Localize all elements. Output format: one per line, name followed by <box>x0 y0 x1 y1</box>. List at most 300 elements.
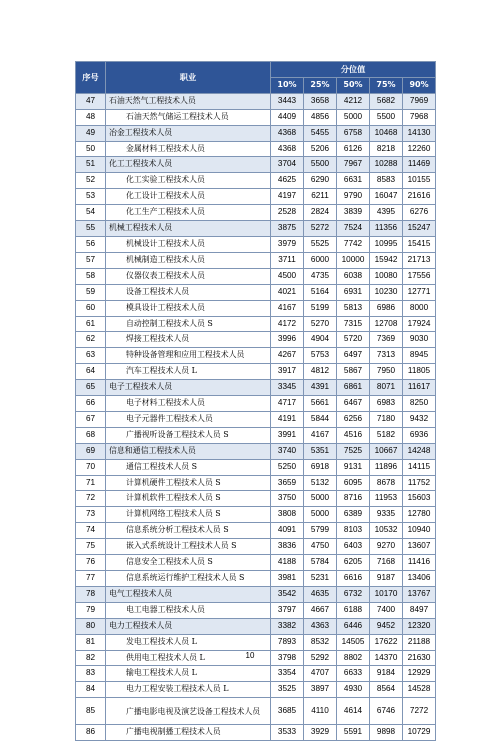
table-row <box>76 364 436 380</box>
header-job: 职业 <box>106 62 271 94</box>
row-value-p10: 3443 <box>271 93 304 109</box>
row-value-p25: 4635 <box>304 586 337 602</box>
row-occupation: 化工设计工程技术人员 <box>106 189 271 205</box>
row-value-p50: 5591 <box>337 725 370 741</box>
table-row <box>76 475 436 491</box>
row-value-p10: 4021 <box>271 284 304 300</box>
row-value-p75: 14370 <box>370 650 403 666</box>
row-value-p10: 4167 <box>271 300 304 316</box>
table-row <box>76 491 436 507</box>
row-value-p50: 5813 <box>337 300 370 316</box>
table-row <box>76 634 436 650</box>
row-value-p10: 4188 <box>271 555 304 571</box>
row-occupation: 自动控制工程技术人员 S <box>106 316 271 332</box>
row-value-p50: 6616 <box>337 571 370 587</box>
row-value-p10: 3808 <box>271 507 304 523</box>
row-occupation: 嵌入式系统设计工程技术人员 S <box>106 539 271 555</box>
row-value-p90: 11416 <box>403 555 436 571</box>
table-row <box>76 332 436 348</box>
row-value-p50: 6497 <box>337 348 370 364</box>
row-value-p75: 5682 <box>370 93 403 109</box>
row-value-p10: 4091 <box>271 523 304 539</box>
row-value-p75: 8564 <box>370 682 403 698</box>
row-value-p25: 5272 <box>304 221 337 237</box>
row-seq: 78 <box>76 586 106 602</box>
row-value-p50: 6633 <box>337 666 370 682</box>
table-row <box>76 300 436 316</box>
table-row <box>76 555 436 571</box>
row-value-p50: 9131 <box>337 459 370 475</box>
row-value-p75: 9898 <box>370 725 403 741</box>
row-occupation: 化工生产工程技术人员 <box>106 205 271 221</box>
page-number: 10 <box>245 651 255 660</box>
row-value-p90: 11469 <box>403 157 436 173</box>
row-value-p90: 21630 <box>403 650 436 666</box>
table-row <box>76 411 436 427</box>
row-value-p50: 6467 <box>337 396 370 412</box>
row-value-p25: 5132 <box>304 475 337 491</box>
row-value-p50: 6038 <box>337 268 370 284</box>
header-p10: 10% <box>271 77 304 93</box>
table-row <box>76 284 436 300</box>
row-value-p75: 11356 <box>370 221 403 237</box>
row-value-p10: 4625 <box>271 173 304 189</box>
row-seq: 53 <box>76 189 106 205</box>
row-seq: 56 <box>76 236 106 252</box>
row-occupation: 计算机网络工程技术人员 S <box>106 507 271 523</box>
row-occupation: 电力工程技术人员 <box>106 618 271 634</box>
row-value-p25: 6918 <box>304 459 337 475</box>
row-seq: 61 <box>76 316 106 332</box>
table-row <box>76 571 436 587</box>
row-value-p25: 4167 <box>304 427 337 443</box>
row-value-p90: 14248 <box>403 443 436 459</box>
row-value-p10: 3798 <box>271 650 304 666</box>
row-seq: 72 <box>76 491 106 507</box>
row-occupation: 计算机软件工程技术人员 S <box>106 491 271 507</box>
table-row <box>76 93 436 109</box>
row-value-p50: 3839 <box>337 205 370 221</box>
row-value-p75: 7313 <box>370 348 403 364</box>
table-row <box>76 682 436 698</box>
row-value-p25: 4735 <box>304 268 337 284</box>
row-occupation: 发电工程技术人员 L <box>106 634 271 650</box>
row-seq: 75 <box>76 539 106 555</box>
row-value-p10: 3685 <box>271 698 304 725</box>
row-seq: 57 <box>76 252 106 268</box>
table-row <box>76 586 436 602</box>
row-value-p25: 4363 <box>304 618 337 634</box>
table-row <box>76 523 436 539</box>
row-occupation: 仪器仪表工程技术人员 <box>106 268 271 284</box>
row-value-p90: 17556 <box>403 268 436 284</box>
row-occupation: 信息系统运行维护工程技术人员 S <box>106 571 271 587</box>
row-value-p10: 3542 <box>271 586 304 602</box>
row-value-p90: 10940 <box>403 523 436 539</box>
row-value-p90: 7968 <box>403 109 436 125</box>
row-occupation: 机械工程技术人员 <box>106 221 271 237</box>
row-value-p25: 6290 <box>304 173 337 189</box>
row-seq: 59 <box>76 284 106 300</box>
row-value-p50: 4516 <box>337 427 370 443</box>
row-value-p25: 5351 <box>304 443 337 459</box>
row-value-p90: 12260 <box>403 141 436 157</box>
row-seq: 76 <box>76 555 106 571</box>
row-value-p50: 5867 <box>337 364 370 380</box>
row-value-p10: 3345 <box>271 380 304 396</box>
row-value-p90: 15415 <box>403 236 436 252</box>
table-row <box>76 157 436 173</box>
row-occupation: 电子元器件工程技术人员 <box>106 411 271 427</box>
row-value-p10: 3917 <box>271 364 304 380</box>
table-row <box>76 125 436 141</box>
row-value-p10: 4172 <box>271 316 304 332</box>
table-body <box>76 93 436 740</box>
row-occupation: 电力工程安装工程技术人员 L <box>106 682 271 698</box>
row-seq: 62 <box>76 332 106 348</box>
row-value-p75: 5500 <box>370 109 403 125</box>
row-value-p90: 7272 <box>403 698 436 725</box>
row-value-p10: 3875 <box>271 221 304 237</box>
row-value-p25: 5164 <box>304 284 337 300</box>
header-seq: 序号 <box>76 62 106 94</box>
table-row <box>76 252 436 268</box>
row-value-p90: 17924 <box>403 316 436 332</box>
row-value-p25: 4707 <box>304 666 337 682</box>
row-value-p75: 9187 <box>370 571 403 587</box>
row-value-p10: 3979 <box>271 236 304 252</box>
table-header <box>76 62 436 94</box>
row-seq: 54 <box>76 205 106 221</box>
row-value-p10: 3525 <box>271 682 304 698</box>
row-value-p10: 3354 <box>271 666 304 682</box>
table-row <box>76 316 436 332</box>
row-value-p75: 6986 <box>370 300 403 316</box>
row-value-p75: 10468 <box>370 125 403 141</box>
row-value-p50: 6126 <box>337 141 370 157</box>
row-occupation: 汽车工程技术人员 L <box>106 364 271 380</box>
row-seq: 74 <box>76 523 106 539</box>
row-occupation: 金属材料工程技术人员 <box>106 141 271 157</box>
row-value-p10: 3991 <box>271 427 304 443</box>
row-value-p50: 6446 <box>337 618 370 634</box>
row-occupation: 广播视听设备工程技术人员 S <box>106 427 271 443</box>
row-value-p50: 6256 <box>337 411 370 427</box>
row-value-p10: 4500 <box>271 268 304 284</box>
row-value-p10: 4368 <box>271 125 304 141</box>
row-value-p50: 5000 <box>337 109 370 125</box>
row-occupation: 电子工程技术人员 <box>106 380 271 396</box>
row-seq: 51 <box>76 157 106 173</box>
table-row <box>76 173 436 189</box>
row-value-p90: 14528 <box>403 682 436 698</box>
row-seq: 69 <box>76 443 106 459</box>
table-row <box>76 221 436 237</box>
row-value-p75: 17622 <box>370 634 403 650</box>
row-value-p50: 6758 <box>337 125 370 141</box>
row-value-p50: 7525 <box>337 443 370 459</box>
row-seq: 77 <box>76 571 106 587</box>
row-value-p75: 8218 <box>370 141 403 157</box>
row-occupation: 化工工程技术人员 <box>106 157 271 173</box>
row-occupation: 电工电器工程技术人员 <box>106 602 271 618</box>
row-value-p50: 6403 <box>337 539 370 555</box>
row-value-p75: 10995 <box>370 236 403 252</box>
row-value-p50: 6188 <box>337 602 370 618</box>
row-value-p50: 8716 <box>337 491 370 507</box>
row-value-p75: 7950 <box>370 364 403 380</box>
row-value-p25: 4110 <box>304 698 337 725</box>
row-value-p25: 6211 <box>304 189 337 205</box>
row-seq: 64 <box>76 364 106 380</box>
row-occupation: 电气工程技术人员 <box>106 586 271 602</box>
table-row <box>76 380 436 396</box>
row-value-p90: 9432 <box>403 411 436 427</box>
row-seq: 85 <box>76 698 106 725</box>
row-occupation: 机械设计工程技术人员 <box>106 236 271 252</box>
row-value-p50: 10000 <box>337 252 370 268</box>
header-p75: 75% <box>370 77 403 93</box>
row-value-p90: 14115 <box>403 459 436 475</box>
row-value-p75: 8583 <box>370 173 403 189</box>
row-seq: 86 <box>76 725 106 741</box>
row-value-p90: 11805 <box>403 364 436 380</box>
row-occupation: 输电工程技术人员 L <box>106 666 271 682</box>
table-row <box>76 443 436 459</box>
row-occupation: 特种设备管理和应用工程技术人员 <box>106 348 271 364</box>
row-seq: 52 <box>76 173 106 189</box>
row-value-p75: 11896 <box>370 459 403 475</box>
row-value-p50: 6095 <box>337 475 370 491</box>
row-seq: 50 <box>76 141 106 157</box>
row-value-p90: 12929 <box>403 666 436 682</box>
row-value-p90: 15603 <box>403 491 436 507</box>
row-seq: 58 <box>76 268 106 284</box>
row-value-p10: 2528 <box>271 205 304 221</box>
header-percentile-group: 分位值 <box>271 62 436 78</box>
row-value-p25: 5206 <box>304 141 337 157</box>
row-value-p50: 7524 <box>337 221 370 237</box>
row-seq: 60 <box>76 300 106 316</box>
row-value-p50: 7742 <box>337 236 370 252</box>
row-value-p25: 5455 <box>304 125 337 141</box>
row-value-p90: 9030 <box>403 332 436 348</box>
row-seq: 79 <box>76 602 106 618</box>
row-value-p90: 13767 <box>403 586 436 602</box>
row-value-p25: 5270 <box>304 316 337 332</box>
row-value-p75: 15942 <box>370 252 403 268</box>
row-seq: 71 <box>76 475 106 491</box>
row-value-p25: 5844 <box>304 411 337 427</box>
row-value-p75: 9184 <box>370 666 403 682</box>
row-value-p10: 5250 <box>271 459 304 475</box>
table-row <box>76 539 436 555</box>
row-value-p75: 5182 <box>370 427 403 443</box>
row-value-p90: 12320 <box>403 618 436 634</box>
table-row <box>76 348 436 364</box>
row-value-p50: 9790 <box>337 189 370 205</box>
row-occupation: 机械制造工程技术人员 <box>106 252 271 268</box>
row-seq: 55 <box>76 221 106 237</box>
row-value-p25: 3897 <box>304 682 337 698</box>
row-value-p25: 4904 <box>304 332 337 348</box>
row-value-p10: 3533 <box>271 725 304 741</box>
row-value-p10: 3740 <box>271 443 304 459</box>
row-value-p90: 14130 <box>403 125 436 141</box>
row-value-p50: 6931 <box>337 284 370 300</box>
row-value-p25: 5661 <box>304 396 337 412</box>
table-row <box>76 618 436 634</box>
row-value-p25: 4391 <box>304 380 337 396</box>
row-value-p90: 13406 <box>403 571 436 587</box>
row-occupation: 设备工程技术人员 <box>106 284 271 300</box>
table-row <box>76 189 436 205</box>
row-value-p75: 10230 <box>370 284 403 300</box>
row-occupation: 冶金工程技术人员 <box>106 125 271 141</box>
row-value-p50: 6631 <box>337 173 370 189</box>
row-value-p25: 5799 <box>304 523 337 539</box>
row-value-p75: 10667 <box>370 443 403 459</box>
row-value-p75: 10080 <box>370 268 403 284</box>
row-value-p90: 11617 <box>403 380 436 396</box>
row-value-p25: 6000 <box>304 252 337 268</box>
row-value-p75: 8678 <box>370 475 403 491</box>
row-value-p75: 8071 <box>370 380 403 396</box>
row-value-p50: 8103 <box>337 523 370 539</box>
row-value-p10: 3996 <box>271 332 304 348</box>
row-value-p10: 3750 <box>271 491 304 507</box>
row-seq: 66 <box>76 396 106 412</box>
table-row <box>76 205 436 221</box>
row-value-p10: 4197 <box>271 189 304 205</box>
row-occupation: 信息安全工程技术人员 S <box>106 555 271 571</box>
row-value-p10: 3382 <box>271 618 304 634</box>
table-row <box>76 109 436 125</box>
header-p50: 50% <box>337 77 370 93</box>
row-occupation: 通信工程技术人员 S <box>106 459 271 475</box>
row-value-p90: 15247 <box>403 221 436 237</box>
row-value-p75: 10288 <box>370 157 403 173</box>
table-row <box>76 602 436 618</box>
row-occupation: 化工实验工程技术人员 <box>106 173 271 189</box>
row-value-p10: 3981 <box>271 571 304 587</box>
row-value-p10: 3836 <box>271 539 304 555</box>
row-value-p90: 7969 <box>403 93 436 109</box>
row-occupation: 电子材料工程技术人员 <box>106 396 271 412</box>
row-value-p90: 11752 <box>403 475 436 491</box>
row-value-p25: 3658 <box>304 93 337 109</box>
row-value-p75: 11953 <box>370 491 403 507</box>
row-occupation: 供用电工程技术人员 L <box>106 650 271 666</box>
row-value-p90: 12780 <box>403 507 436 523</box>
row-value-p10: 3704 <box>271 157 304 173</box>
row-value-p75: 7400 <box>370 602 403 618</box>
row-value-p75: 16047 <box>370 189 403 205</box>
row-seq: 70 <box>76 459 106 475</box>
row-value-p10: 3797 <box>271 602 304 618</box>
row-value-p10: 4717 <box>271 396 304 412</box>
row-occupation: 计算机硬件工程技术人员 S <box>106 475 271 491</box>
row-value-p50: 6732 <box>337 586 370 602</box>
row-value-p25: 5753 <box>304 348 337 364</box>
row-occupation: 模具设计工程技术人员 <box>106 300 271 316</box>
row-occupation: 广播电影电视及演艺设备工程技术人员 <box>106 698 271 725</box>
table-row <box>76 459 436 475</box>
row-value-p25: 5000 <box>304 507 337 523</box>
row-value-p50: 6861 <box>337 380 370 396</box>
row-occupation: 广播电视制播工程技术人员 <box>106 725 271 741</box>
row-value-p75: 7168 <box>370 555 403 571</box>
row-value-p25: 4856 <box>304 109 337 125</box>
table-row <box>76 268 436 284</box>
row-seq: 63 <box>76 348 106 364</box>
header-p25: 25% <box>304 77 337 93</box>
table-row <box>76 427 436 443</box>
row-value-p50: 4212 <box>337 93 370 109</box>
table-row <box>76 236 436 252</box>
row-value-p25: 4667 <box>304 602 337 618</box>
row-value-p75: 12708 <box>370 316 403 332</box>
row-value-p10: 4409 <box>271 109 304 125</box>
row-value-p50: 4930 <box>337 682 370 698</box>
row-value-p10: 3711 <box>271 252 304 268</box>
row-seq: 82 <box>76 650 106 666</box>
row-value-p25: 8532 <box>304 634 337 650</box>
row-value-p50: 8802 <box>337 650 370 666</box>
row-value-p75: 9270 <box>370 539 403 555</box>
row-seq: 81 <box>76 634 106 650</box>
row-value-p50: 6205 <box>337 555 370 571</box>
row-value-p75: 9452 <box>370 618 403 634</box>
row-value-p90: 6936 <box>403 427 436 443</box>
table-row <box>76 396 436 412</box>
row-value-p25: 2824 <box>304 205 337 221</box>
row-value-p50: 6389 <box>337 507 370 523</box>
salary-percentile-table <box>75 61 436 741</box>
row-seq: 49 <box>76 125 106 141</box>
row-seq: 67 <box>76 411 106 427</box>
row-occupation: 石油天然气储运工程技术人员 <box>106 109 271 125</box>
row-seq: 48 <box>76 109 106 125</box>
row-value-p90: 12771 <box>403 284 436 300</box>
row-value-p90: 21713 <box>403 252 436 268</box>
row-value-p50: 4614 <box>337 698 370 725</box>
table-row <box>76 141 436 157</box>
row-seq: 80 <box>76 618 106 634</box>
row-value-p75: 7180 <box>370 411 403 427</box>
row-value-p10: 3659 <box>271 475 304 491</box>
row-value-p90: 8945 <box>403 348 436 364</box>
row-value-p50: 14505 <box>337 634 370 650</box>
row-value-p90: 8497 <box>403 602 436 618</box>
row-value-p25: 3929 <box>304 725 337 741</box>
row-value-p25: 5000 <box>304 491 337 507</box>
row-seq: 65 <box>76 380 106 396</box>
row-value-p90: 10729 <box>403 725 436 741</box>
table-row <box>76 725 436 741</box>
row-value-p90: 21188 <box>403 634 436 650</box>
row-occupation: 信息系统分析工程技术人员 S <box>106 523 271 539</box>
row-value-p25: 5784 <box>304 555 337 571</box>
row-value-p75: 6983 <box>370 396 403 412</box>
table-row <box>76 666 436 682</box>
row-value-p90: 13607 <box>403 539 436 555</box>
row-value-p50: 7315 <box>337 316 370 332</box>
row-value-p25: 5231 <box>304 571 337 587</box>
row-value-p90: 21616 <box>403 189 436 205</box>
row-occupation: 石油天然气工程技术人员 <box>106 93 271 109</box>
row-value-p90: 10155 <box>403 173 436 189</box>
